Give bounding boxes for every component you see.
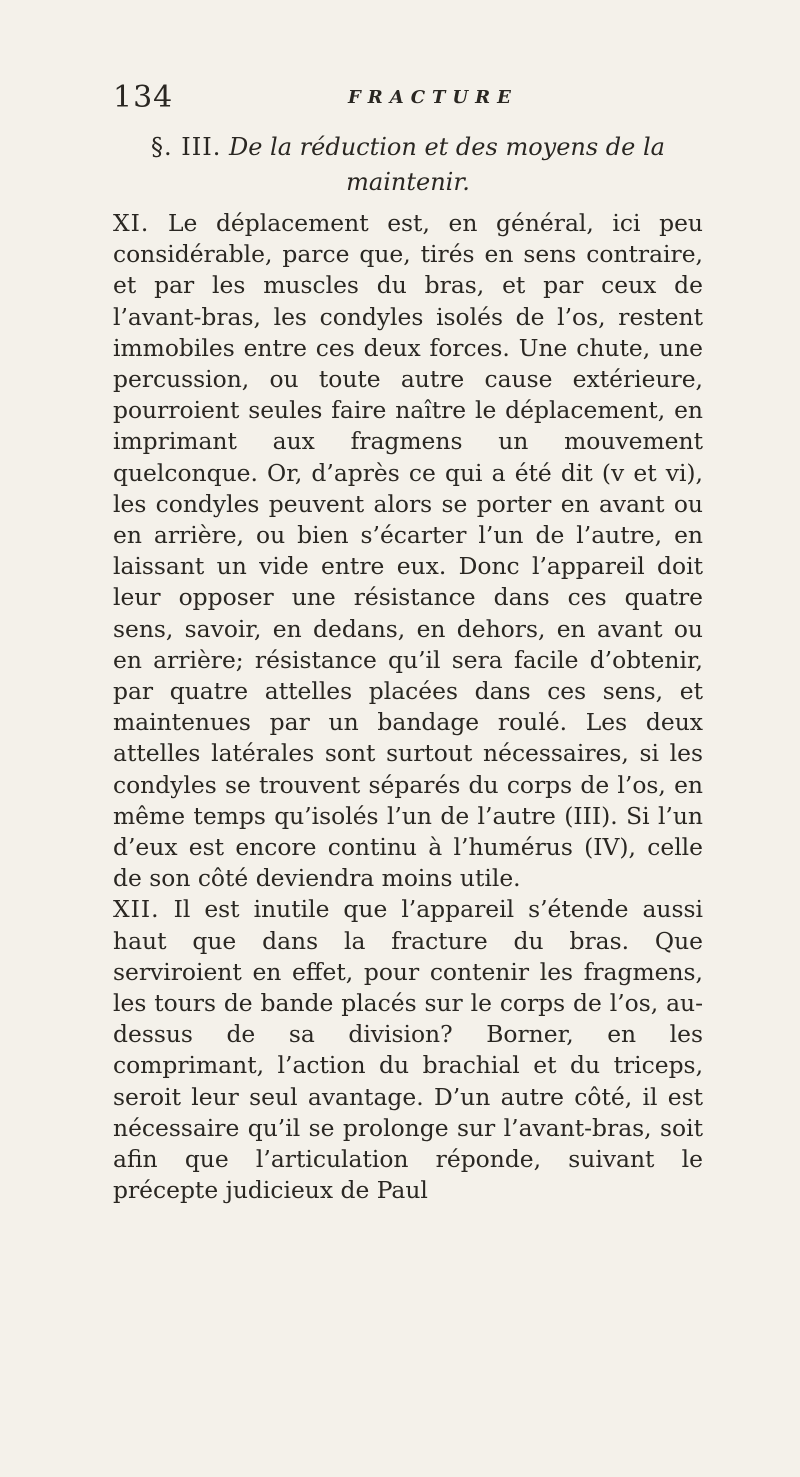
paragraph-number: XII.	[113, 895, 160, 924]
paragraph	[113, 894, 703, 1206]
running-title: FRACTURE	[348, 87, 518, 108]
section-title: De la réduction et des moyens de la maintenir.	[228, 133, 665, 196]
page-number: 134	[113, 80, 174, 115]
section-heading	[113, 130, 703, 200]
paragraph-number: XI.	[113, 209, 150, 237]
body-text	[113, 208, 703, 1207]
section-number: §. III.	[151, 133, 222, 161]
running-head	[113, 80, 703, 120]
paragraph-text: Il est inutile que l’appareil s’étende aussi haut que dans la fracture du bras. Que serviroient en effet, pour contenir les fragmens, les tours de bande placés sur le corps de l’os, au-dessus de sa division? Borner, en les comprimant, l’action du brachial et du triceps, seroit leur seul avantage. D’un autre côté, il est nécessaire qu’il se prolonge sur l’avant-bras, soit afin que l’articulation réponde, suivant le précepte judicieux de Paul	[113, 895, 703, 1205]
paragraph-text: Le déplacement est, en général, ici peu considérable, parce que, tirés en sens contraire, et par les muscles du bras, et par ceux de l’avant-bras, les condyles isolés de l’os, restent immobiles entre ces deux forces. Une chute, une percussion, ou toute autre cause extérieure, pourroient seules faire naître le déplacement, en imprimant aux fragmens un mouvement quelconque. Or, d’après ce qui a été dit (v et vi), les condyles peuvent alors se porter en avant ou en arrière, ou bien s’écarter l’un de l’autre, en laissant un vide entre eux. Donc l’appareil doit leur opposer une résistance dans ces quatre sens, savoir, en dedans, en dehors, en avant ou en arrière; résistance qu’il sera facile d’obtenir, par quatre attelles placées dans ces sens, et maintenues par un bandage roulé. Les deux attelles latérales sont surtout nécessaires, si les condyles se trouvent séparés du corps de l’os, en même temps qu’isolés l’un de l’autre (III). Si l’un d’eux est encore continu à l’humérus (IV), celle de son côté deviendra moins utile.	[113, 209, 703, 893]
paragraph	[113, 208, 703, 894]
